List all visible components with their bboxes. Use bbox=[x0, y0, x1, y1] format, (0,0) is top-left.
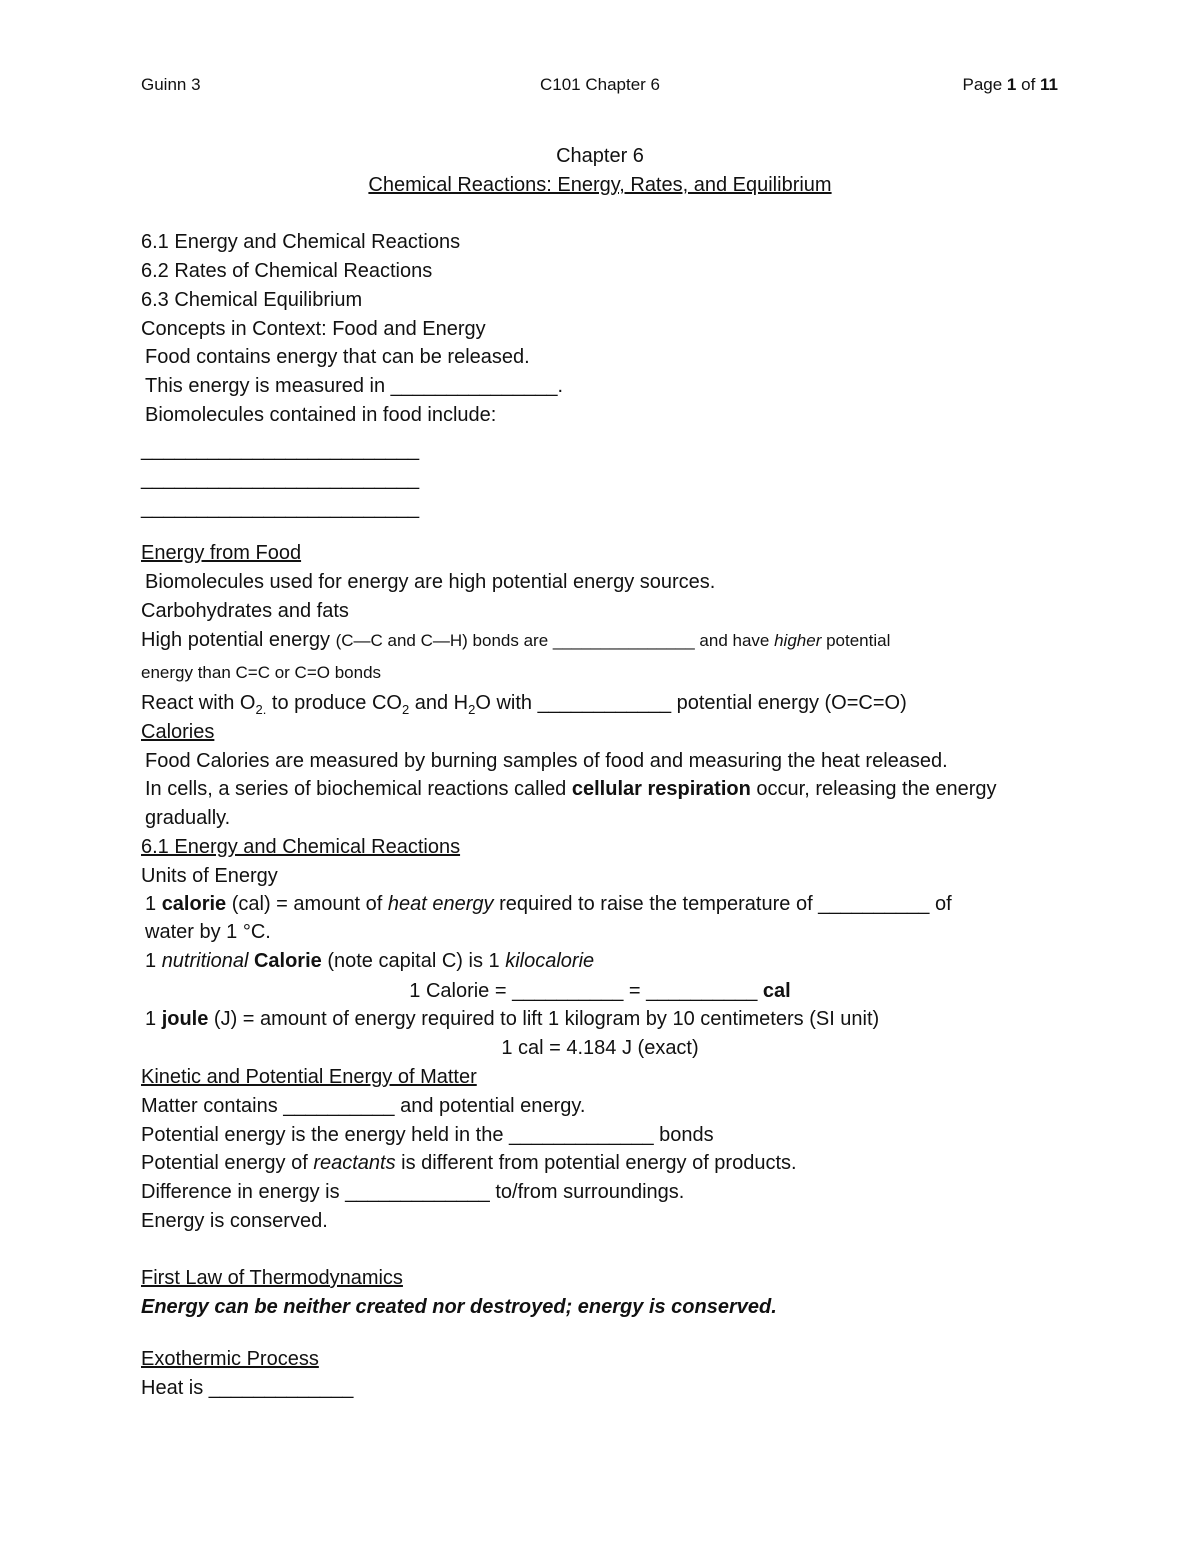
kinetic-potential-heading-text: Kinetic and Potential Energy of Matter bbox=[141, 1066, 477, 1088]
chapter-subtitle bbox=[0, 172, 1200, 198]
food-energy-line: Food contains energy that can be released. bbox=[145, 346, 530, 368]
calories-heading-text: Calories bbox=[141, 721, 215, 743]
high-potential-line bbox=[141, 627, 890, 654]
react-text: React with O bbox=[141, 692, 256, 714]
header-page-of: of bbox=[1016, 75, 1041, 94]
calorie-conversion-text: 1 Calorie = __________ = __________ bbox=[409, 980, 763, 1002]
joule-definition bbox=[145, 1006, 879, 1032]
blank-line: _________________________ bbox=[141, 439, 420, 461]
kinetic-line: Potential energy is the energy held in the _____________ bonds bbox=[141, 1124, 714, 1146]
energy-food-line: Biomolecules used for energy are high potential energy sources. bbox=[145, 571, 716, 593]
joule-text: (J) = amount of energy required to lift 1 kilogram by 10 centimeters (SI unit) bbox=[208, 1008, 880, 1030]
energy-food-line: Carbohydrates and fats bbox=[141, 600, 349, 622]
energy-measured-line: This energy is measured in _______________. bbox=[145, 375, 564, 397]
first-law-heading bbox=[141, 1265, 403, 1291]
calorie-conversion-unit: cal bbox=[762, 980, 791, 1002]
section-6-1-heading-text: 6.1 Energy and Chemical Reactions bbox=[141, 836, 461, 858]
hp-higher-text: higher bbox=[774, 631, 822, 650]
calorie-conversion bbox=[0, 978, 1200, 1004]
hp-text: High potential energy bbox=[141, 629, 336, 651]
header-course: C101 Chapter 6 bbox=[539, 75, 661, 94]
react-text: and H bbox=[409, 692, 469, 714]
kinetic-potential-heading bbox=[141, 1064, 477, 1090]
kinetic-text: is different from potential energy of products. bbox=[395, 1152, 797, 1174]
reactants-term: reactants bbox=[313, 1152, 396, 1174]
calories-text: occur, releasing the energy bbox=[750, 778, 997, 800]
high-potential-continued: energy than C=C or C=O bonds bbox=[141, 663, 382, 682]
calories-line: gradually. bbox=[145, 807, 231, 829]
kinetic-line: Matter contains __________ and potential energy. bbox=[141, 1095, 586, 1117]
energy-from-food-heading bbox=[141, 540, 301, 566]
blank-line: _________________________ bbox=[141, 468, 420, 490]
header-page-prefix: Page bbox=[962, 75, 1007, 94]
exothermic-line: Heat is _____________ bbox=[141, 1377, 354, 1399]
energy-from-food-heading-text: Energy from Food bbox=[141, 542, 302, 564]
kinetic-line: Difference in energy is _____________ to/from surroundings. bbox=[141, 1181, 685, 1203]
nutritional-text: (note capital C) is 1 bbox=[321, 950, 506, 972]
nutritional-text: 1 bbox=[145, 950, 162, 972]
toc-item: 6.2 Rates of Chemical Reactions bbox=[141, 260, 433, 282]
joule-text: 1 bbox=[145, 1008, 162, 1030]
toc-item: Concepts in Context: Food and Energy bbox=[141, 318, 486, 340]
calorie-definition-continued: water by 1 °C. bbox=[145, 921, 271, 943]
nutritional-calorie-line bbox=[145, 948, 594, 974]
units-of-energy: Units of Energy bbox=[141, 865, 278, 887]
header-author: Guinn 3 bbox=[141, 75, 201, 94]
calories-line bbox=[145, 776, 997, 802]
calorie-definition bbox=[145, 891, 952, 917]
react-sub: 2. bbox=[255, 702, 267, 717]
cal-joule-exact: 1 cal = 4.184 J (exact) bbox=[501, 1037, 699, 1059]
react-text: to produce CO bbox=[266, 692, 402, 714]
react-line bbox=[141, 690, 907, 716]
calorie-term: calorie bbox=[161, 893, 227, 915]
toc-item: 6.1 Energy and Chemical Reactions bbox=[141, 231, 461, 253]
kinetic-line bbox=[141, 1150, 797, 1176]
toc-item: 6.3 Chemical Equilibrium bbox=[141, 289, 363, 311]
header-page-total: 11 bbox=[1040, 75, 1058, 94]
exothermic-heading-text: Exothermic Process bbox=[141, 1348, 319, 1370]
calories-text: In cells, a series of biochemical reactions called bbox=[145, 778, 572, 800]
cellular-respiration-term: cellular respiration bbox=[571, 778, 751, 800]
joule-term: joule bbox=[161, 1008, 209, 1030]
header-page-number bbox=[962, 74, 1058, 96]
first-law-statement: Energy can be neither created nor destroyed; energy is conserved. bbox=[141, 1296, 777, 1318]
calories-heading bbox=[141, 719, 214, 745]
calories-line: Food Calories are measured by burning samples of food and measuring the heat released. bbox=[145, 750, 948, 772]
exothermic-heading bbox=[141, 1346, 319, 1372]
calorie-text: required to raise the temperature of __________ of bbox=[493, 893, 952, 915]
kinetic-line: Energy is conserved. bbox=[141, 1210, 328, 1232]
chapter-title: Chapter 6 bbox=[556, 145, 644, 167]
header-page-current: 1 bbox=[1006, 75, 1017, 94]
biomolecules-line: Biomolecules contained in food include: bbox=[145, 404, 497, 426]
hp-bonds-text: (C—C and C—H) bonds are _______________ and have bbox=[335, 631, 775, 650]
first-law-heading-text: First Law of Thermodynamics bbox=[141, 1267, 403, 1289]
chapter-subtitle-text: Chemical Reactions: Energy, Rates, and Equilibrium bbox=[368, 174, 832, 196]
react-sub: 2 bbox=[468, 702, 476, 717]
heat-energy-term: heat energy bbox=[387, 893, 494, 915]
kilocalorie-term: kilocalorie bbox=[505, 950, 595, 972]
react-text: O with ____________ potential energy (O=C=O) bbox=[475, 692, 907, 714]
react-sub: 2 bbox=[401, 702, 410, 717]
blank-line: _________________________ bbox=[141, 497, 420, 519]
calorie-capital-term: Calorie bbox=[253, 950, 322, 972]
calorie-text: 1 bbox=[145, 893, 162, 915]
kinetic-text: Potential energy of bbox=[141, 1152, 314, 1174]
calorie-text: (cal) = amount of bbox=[226, 893, 388, 915]
hp-potential-text: potential bbox=[821, 631, 891, 650]
section-6-1-heading bbox=[141, 834, 460, 860]
nutritional-term: nutritional bbox=[161, 950, 249, 972]
